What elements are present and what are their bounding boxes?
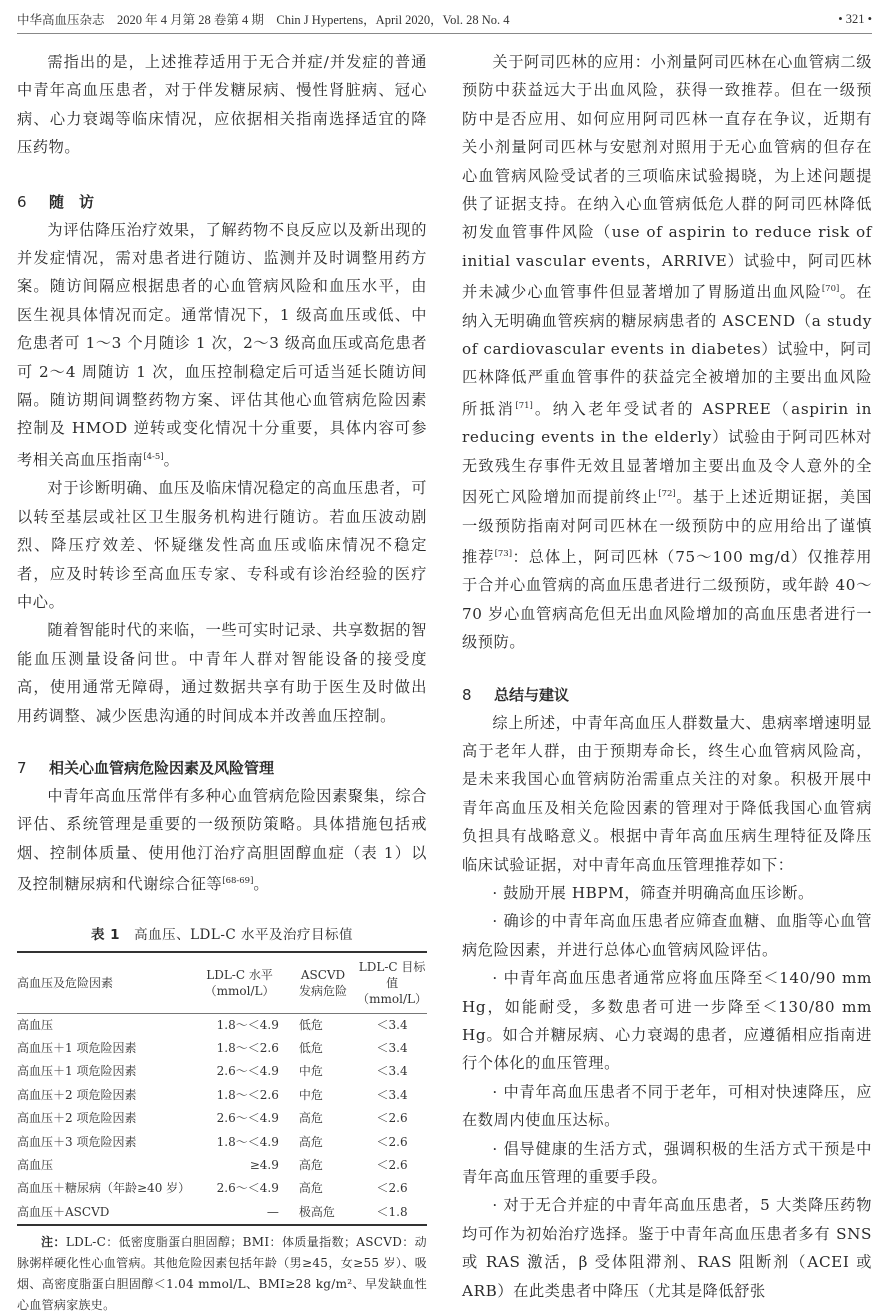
paragraph-text: 为评估降压治疗效果，了解药物不良反应以及新出现的并发症情况，需对患者进行随访、监测并及时调整用药方案。随访间隔应根据患者的心血管病风险和血压水平，由医生视具体情况而定。通常情况下，1 级高血压或低、中危患者可 1～3 个月随诊 1 次，2～3 级高血压或高危患者可 2～4 周随访 1 次，血压控制稳定后可适当延长随访间隔。随访期间调整药物方案、评估其他心血管病危险因素控制及 HMOD 逆转或变化情况十分重要，具体内容可参考相关高血压指南 [17,220,427,469]
column-header: LDL-C 目标值 （mmol/L） [357,959,427,1006]
table-cell: 高血压 [17,1158,54,1172]
paragraph [17,216,427,475]
paragraph-text: 。 [163,450,180,469]
section-number: 6 [17,192,27,211]
section-title: 随 访 [49,192,95,211]
table-cell: 中危 [298,1064,323,1079]
table-cell: — [266,1204,279,1219]
table-cell: ＜3.4 [376,1017,408,1032]
table-cell: 高危 [298,1134,323,1149]
table-cell: 低危 [298,1017,323,1032]
table-row [17,1177,427,1200]
paragraph-text: 中青年高血压常伴有多种心血管病危险因素聚集，综合评估、系统管理是重要的一级预防策略。具体措施包括戒烟、控制体质量、使用他汀治疗高胆固醇血症（表 1）以及控制糖尿病和代谢综合征等 [17,786,427,894]
table-cell: 高血压 [17,1017,54,1032]
recommendation-item: · 确诊的中青年高血压患者应筛查血糖、血脂等心血管病危险因素，并进行总体心血管病风险评估。 [462,912,872,959]
table-cell: 2.6～＜4.9 [216,1111,279,1126]
table-cell: 高危 [298,1111,323,1126]
recommendation-list [462,879,872,1305]
paragraph-text: 关于阿司匹林的应用：小剂量阿司匹林在心血管病二级预防中获益远大于出血风险，获得一致推荐。但在一级预防中是否应用、如何应用阿司匹林一直存在争议，近期有关小剂量阿司匹林与安慰剂对照用于无心血管病的但存在心血管病风险受试者的三项临床试验揭晓，为上述问题提供了证据支持。在纳入心血管病低危人群的阿司匹林降低初发血管事件风险（use of aspirin to reduce risk of initial vascular events，ARRIVE）试验中，阿司匹林并未减少心血管事件但显著增加了胃肠道出血风险 [462,53,872,302]
running-header [17,8,872,30]
table-cell: 高危 [298,1181,323,1196]
paragraph: 随着智能时代的来临，一些可实时记录、共享数据的智能血压测量设备问世。中青年人群对智能设备的接受度高，使用通常无障碍，通过数据共享有助于医生及时做出用药调整、减少医患沟通的时间成本并改善血压控制。 [17,621,427,725]
table-caption [17,923,427,943]
column-header: ASCVD 发病危险 [298,967,347,998]
table-row [17,1154,427,1177]
table-row [17,1201,427,1225]
table-row [17,1107,427,1130]
section-number: 8 [462,685,472,704]
citation-ref[interactable]: [72] [658,489,676,500]
paragraph-text: ：总体上，阿司匹林（75～100 mg/d）仅推荐用于合并心血管病的高血压患者进行二级预防，或年龄 40～70 岁心血管病高危但无出血风险增加的高血压患者进行一级预防。 [462,547,872,652]
table-cell: 高血压＋1 项危险因素 [17,1040,137,1055]
table-cell: ＜3.4 [376,1064,408,1079]
table-cell: 高血压＋糖尿病（年龄≥40 岁） [17,1181,191,1196]
table-cell: 高血压＋3 项危险因素 [17,1134,137,1149]
table-cell: ＜2.6 [376,1111,408,1126]
section-heading-6 [17,188,427,216]
table-row [17,1084,427,1107]
header-divider [17,33,872,34]
paragraph: 对于诊断明确、血压及临床情况稳定的高血压患者，可以转至基层或社区卫生服务机构进行随访。若血压波动剧烈、降压疗效差、怀疑继发性高血压或临床情况不稳定者，应及时转诊至高血压专家、专科或有诊治经验的医疗中心。 [17,479,427,611]
recommendation-item: · 倡导健康的生活方式，强调积极的生活方式干预是中青年高血压管理的重要手段。 [462,1139,872,1187]
column-header: 高血压及危险因素 [17,975,114,990]
table-cell: 1.8～＜4.9 [216,1017,279,1032]
paragraph-text: 。 [253,875,270,894]
note-text: LDL-C：低密度脂蛋白胆固醇；BMI：体质量指数；ASCVD：动脉粥样硬化性心血管病。其他危险因素包括年龄（男≥45，女≥55 岁）、吸烟、高密度脂蛋白胆固醇＜1.04 mmol/L、BMI≥28 kg/m²、早发缺血性心血管病家族史。 [17,1235,427,1313]
ldl-target-table [17,951,427,1227]
recommendation-item: · 中青年高血压患者不同于老年，可相对快速降压，应在数周内使血压达标。 [462,1082,872,1130]
table-title: 高血压、LDL-C 水平及治疗目标值 [134,926,354,943]
paragraph-text: 。基于上述近期证据，美国一级预防指南对阿司匹林在一级预防中的应用给出了谨慎推荐 [462,488,873,566]
citation-ref[interactable]: [68-69] [222,876,254,887]
citation-ref[interactable]: [4-5] [143,451,164,462]
recommendation-item: · 对于无合并症的中青年高血压患者，5 大类降压药物均可作为初始治疗选择。鉴于中青年高血压患者多有 SNS 或 RAS 激活，β 受体阻滞剂、RAS 阻断剂（ACEI 或 ARB）在此类患者中降压（尤其是降低舒张 [462,1196,872,1300]
table-cell: 2.6～＜4.9 [216,1181,279,1196]
table-cell: ＜2.6 [376,1158,408,1172]
table-cell: ＜3.4 [376,1087,408,1102]
column-header: LDL-C 水平 （mmol/L） [204,967,275,998]
section-title: 相关心血管病危险因素及风险管理 [49,758,275,777]
table-cell: 高危 [298,1158,323,1172]
table-cell: ＜3.4 [376,1040,408,1055]
citation-ref[interactable]: [70] [821,284,840,295]
right-column [462,48,872,1305]
table-footnote [17,1232,427,1316]
table-cell: ＜1.8 [376,1204,408,1219]
section-heading-7 [17,754,427,782]
table-row [17,1060,427,1083]
page-number: • 321 • [838,11,872,26]
table-header-row [17,952,427,1014]
recommendation-item: · 鼓励开展 HBPM，筛查并明确高血压诊断。 [492,883,814,902]
table-cell: 2.6～＜4.9 [216,1064,279,1079]
table-cell: 低危 [298,1040,323,1055]
table-row [17,1037,427,1060]
table-cell: 1.8～＜4.9 [216,1134,279,1149]
table-cell: 高血压＋1 项危险因素 [17,1064,137,1079]
paragraph: 需指出的是，上述推荐适用于无合并症/并发症的普通中青年高血压患者，对于伴发糖尿病、慢性肾脏病、冠心病、心力衰竭等临床情况，应依据相关指南选择适宜的降压药物。 [17,53,427,157]
paragraph-text: 。纳入老年受试者的 ASPREE（aspirin in reducing events in the elderly）试验由于阿司匹林对无致残生存事件无效且显著增加主要出血及令人意外的全因死亡风险增加而提前终止 [462,399,872,507]
recommendation-item: · 中青年高血压患者通常应将血压降至＜140/90 mm Hg，如能耐受，多数患者可进一步降至＜130/80 mm Hg。如合并糖尿病、心力衰竭的患者，应遵循相应指南进行个体化的血压管理。 [462,969,872,1073]
paragraph [17,782,427,899]
table-cell: ＜2.6 [376,1134,408,1149]
table-cell: 极高危 [298,1204,335,1219]
table-cell: ≥4.9 [249,1158,279,1172]
citation-ref[interactable]: [73] [494,548,513,559]
table-row [17,1013,427,1037]
table-label: 表 1 [90,926,121,943]
table-cell: 1.8～＜2.6 [216,1087,279,1102]
section-heading-8 [462,681,872,709]
table-cell: 高血压＋2 项危险因素 [17,1111,137,1126]
section-number: 7 [17,758,27,777]
table-cell: ＜2.6 [376,1181,408,1196]
table-cell: 1.8～＜2.6 [216,1040,279,1055]
table-cell: 高血压＋ASCVD [17,1204,110,1219]
paragraph: 综上所述，中青年高血压人群数量大、患病率增速明显高于老年人群，由于预期寿命长，终生心血管病风险高，是未来我国心血管病防治需重点关注的对象。积极开展中青年高血压及相关危险因素的管理对于降低我国心血管病负担具有战略意义。根据中青年高血压病生理特征及降压临床试验证据，对中青年高血压管理推荐如下： [462,713,872,874]
table-cell: 中危 [298,1087,323,1102]
citation-ref[interactable]: [71] [515,400,533,411]
table-row [17,1131,427,1154]
paragraph [462,48,872,657]
left-column [17,48,427,1316]
table-cell: 高血压＋2 项危险因素 [17,1087,137,1102]
journal-citation: 中华高血压杂志 2020 年 4 月第 28 卷第 4 期 Chin J Hypertens，April 2020，Vol. 28 No. 4 [17,13,510,27]
paragraph-text: 。在纳入无明确血管疾病的糖尿病患者的 ASCEND（a study of cardiovascular events in diabetes）试验中，阿司匹林降低严重血管事件的获益完全被增加的主要出血风险所抵消 [462,283,873,418]
section-title: 总结与建议 [494,685,570,704]
note-label: 注： [41,1235,66,1250]
